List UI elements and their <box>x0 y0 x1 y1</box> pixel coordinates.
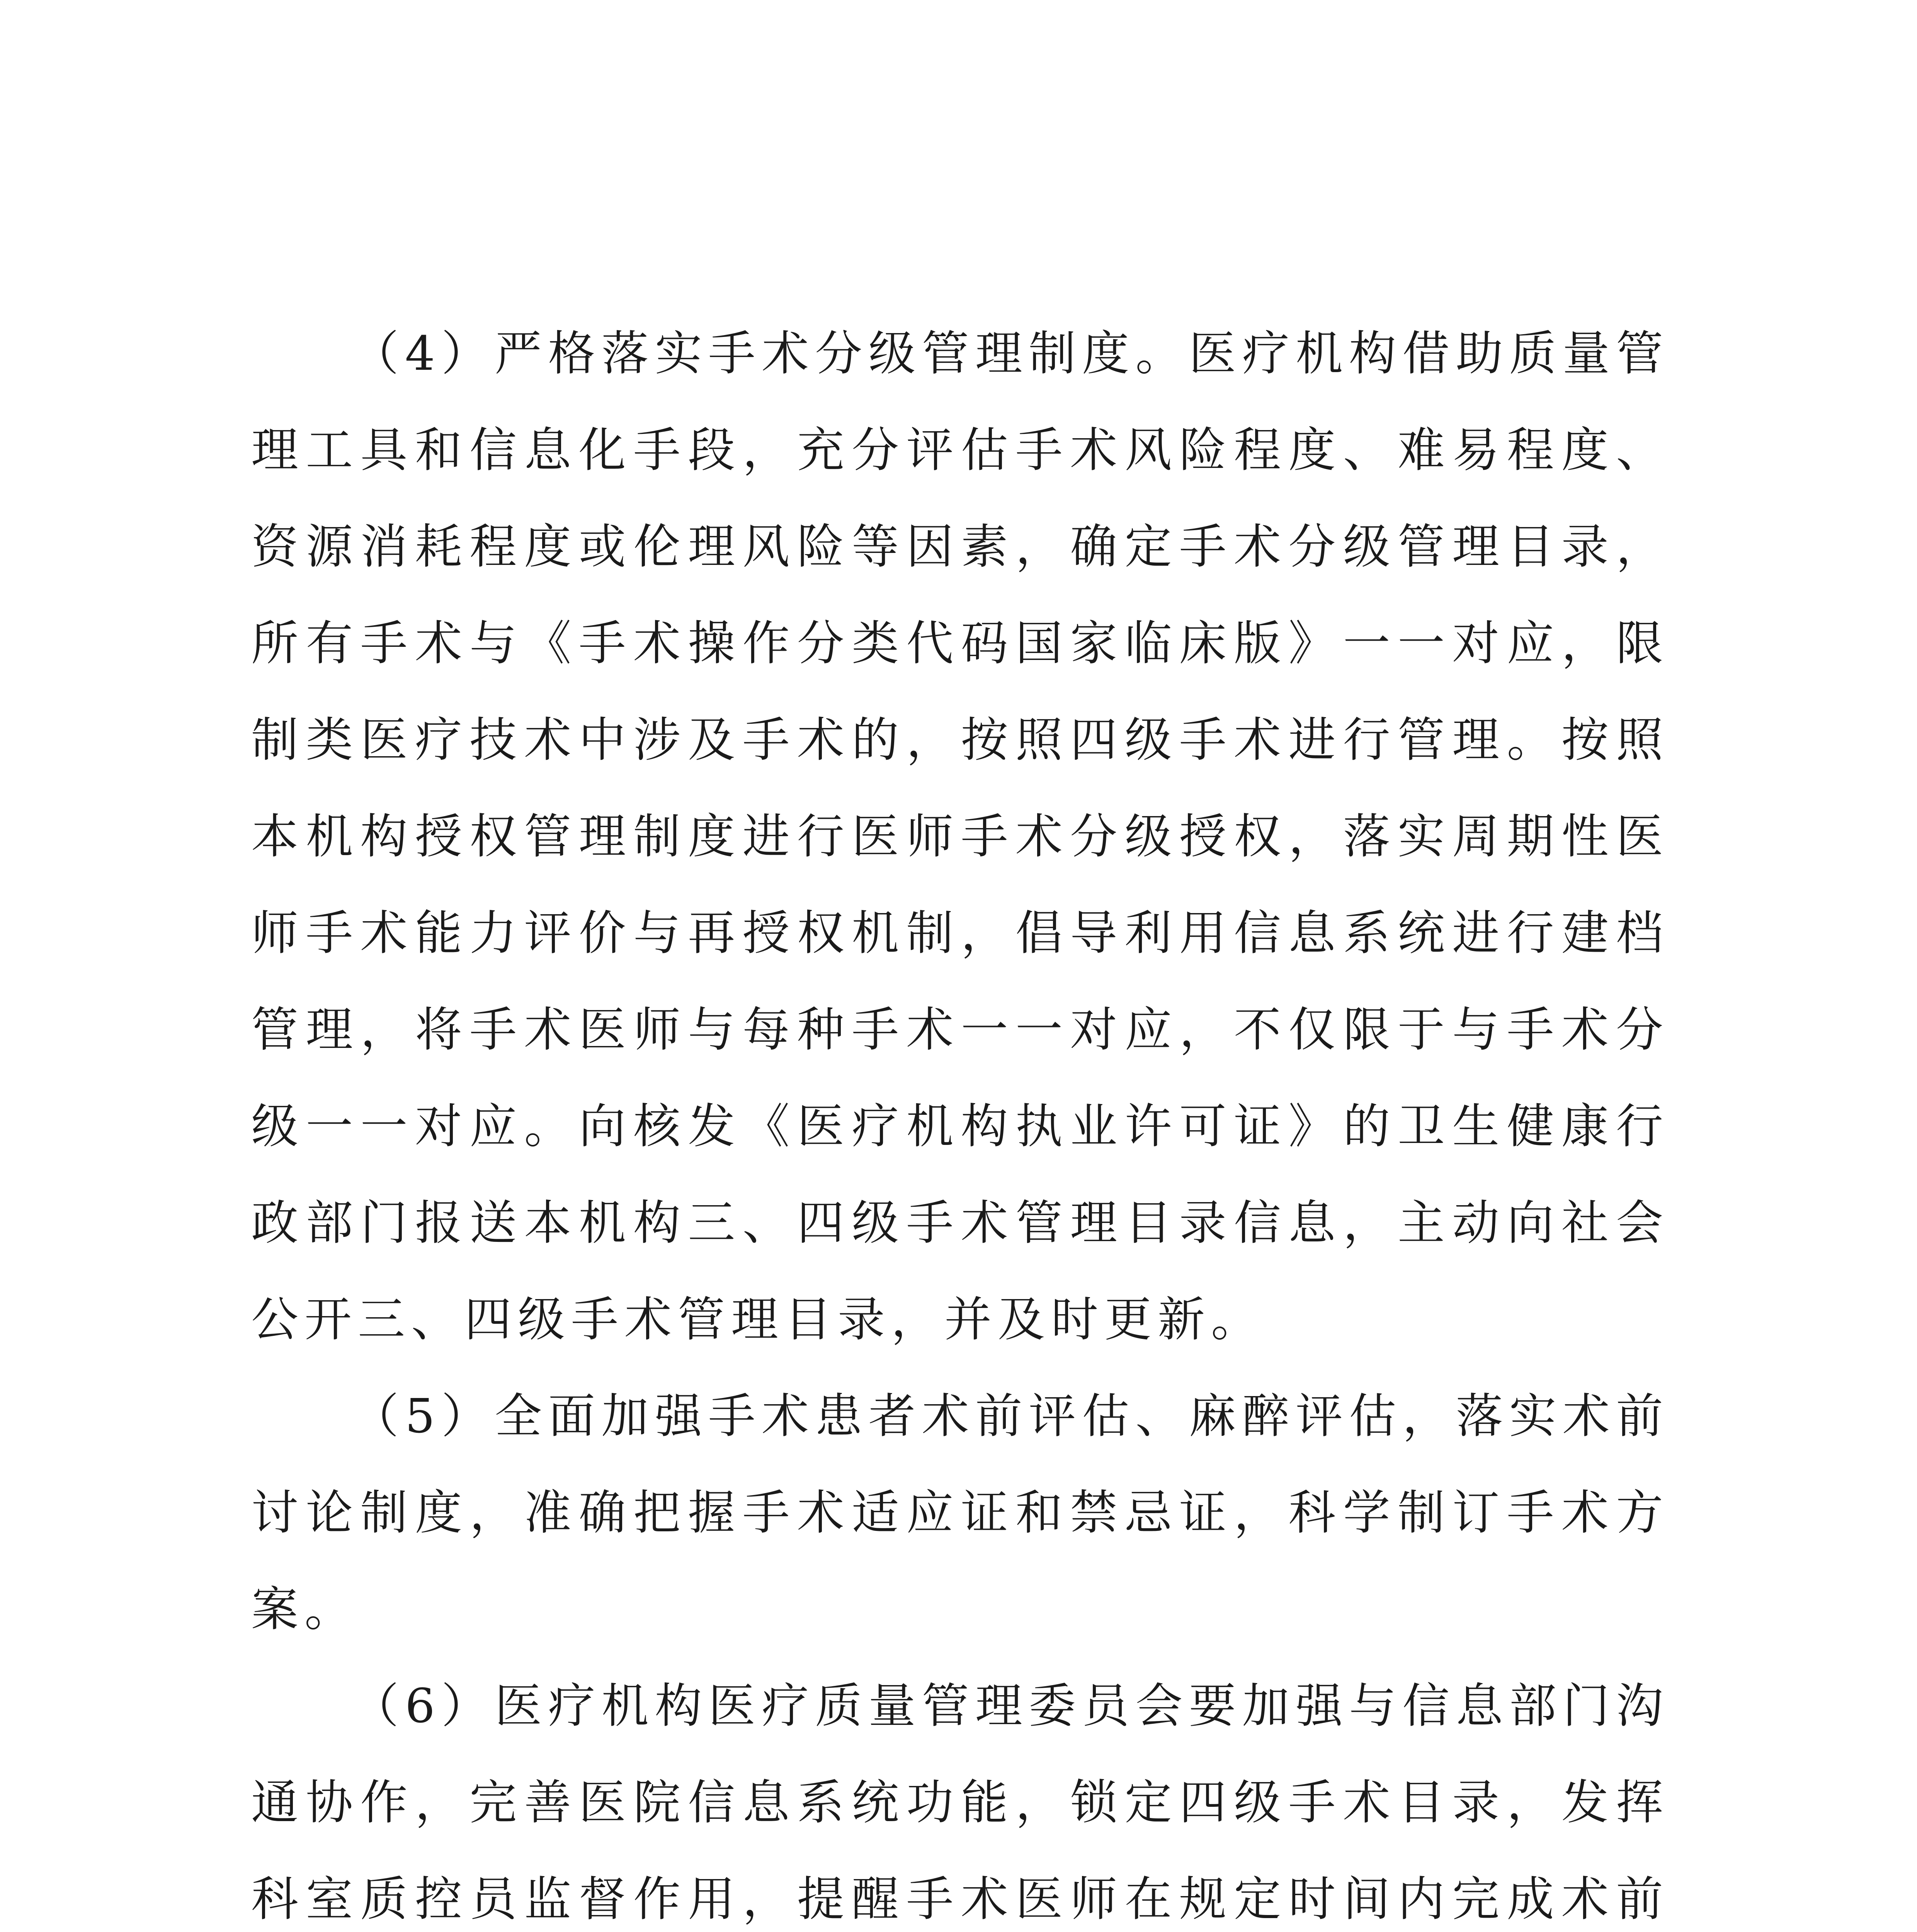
paragraph-item-5: （5）全面加强手术患者术前评估、麻醉评估，落实术前讨论制度，准确把握手术适应证和禁忌证，科学制订手术方案。 <box>251 1389 1669 1637</box>
paragraph-item-4: （4）严格落实手术分级管理制度。医疗机构借助质量管理工具和信息化手段，充分评估手术风险程度、难易程度、资源消耗程度或伦理风险等因素，确定手术分级管理目录，所有手术与《手术操作分类代码国家临床版》一一对应，限制类医疗技术中涉及手术的，按照四级手术进行管理。按照本机构授权管理制度进行医师手术分级授权，落实周期性医师手术能力评价与再授权机制，倡导利用信息系统进行建档管理，将手术医师与每种手术一一对应，不仅限于与手术分级一一对应。向核发《医疗机构执业许可证》的卫生健康行政部门报送本机构三、四级手术管理目录信息，主动向社会公开三、四级手术管理目录，并及时更新。 <box>251 326 1669 1347</box>
paragraph-item-6: （6）医疗机构医疗质量管理委员会要加强与信息部门沟通协作，完善医院信息系统功能，锁定四级手术目录，发挥科室质控员监督作用，提醒手术医师在规定时间内完成术前 <box>251 1679 1669 1927</box>
document-body <box>251 305 1669 1932</box>
